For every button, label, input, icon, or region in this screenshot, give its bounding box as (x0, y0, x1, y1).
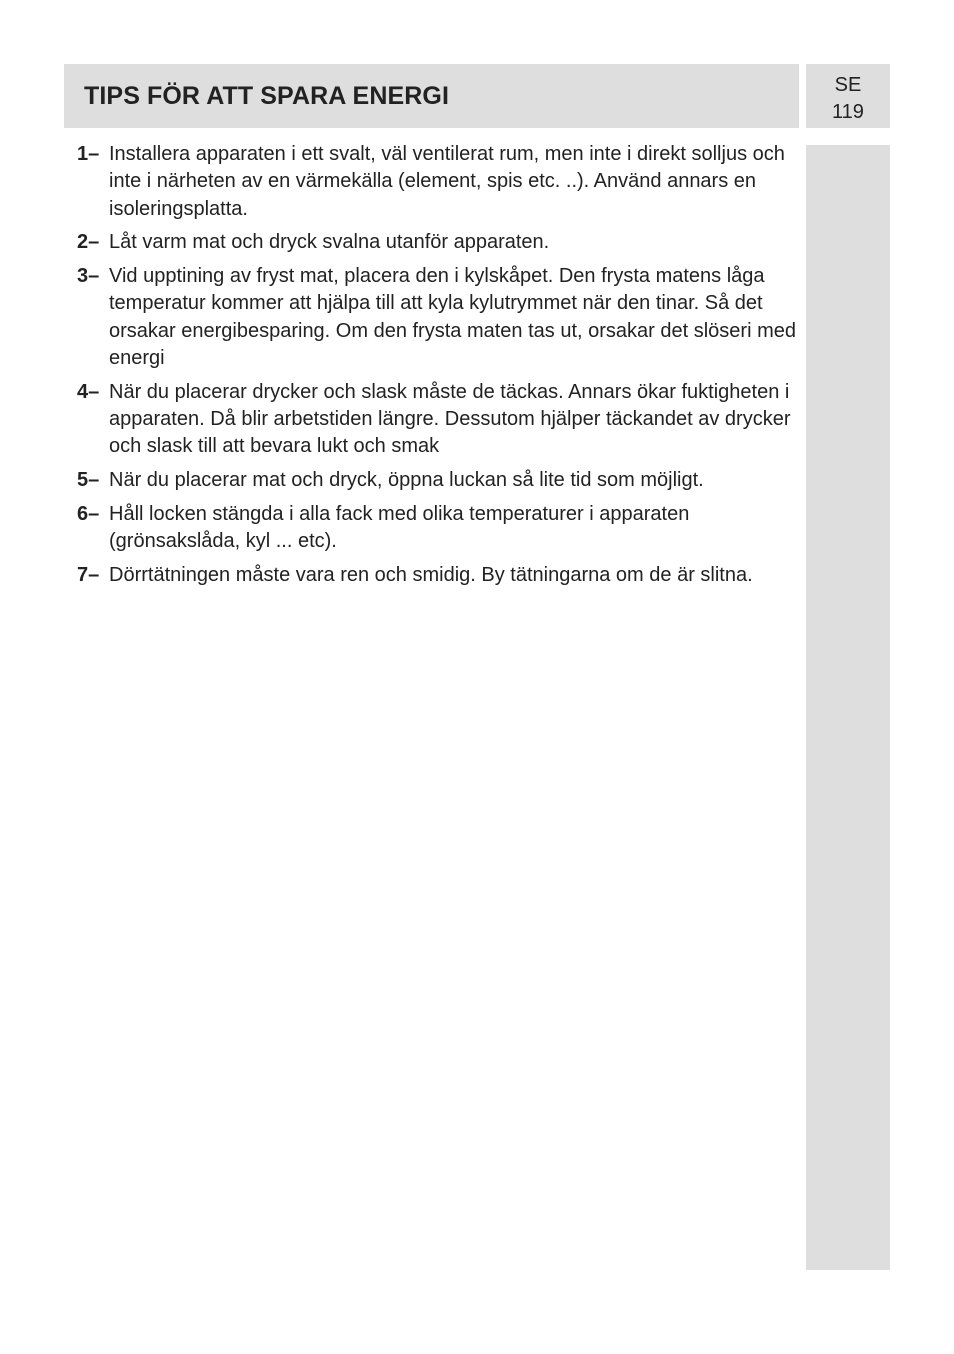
tip-number: 3– (77, 265, 100, 288)
tip-item-3 (77, 263, 797, 372)
language-code: SE (834, 74, 862, 96)
tip-text: Dörrtätningen måste vara ren och smidig. By tätningarna om de är slitna. (109, 564, 753, 587)
tip-text: Håll locken stängda i alla fack med olika temperaturer i apparaten (grönsakslåda, kyl ... etc). (109, 503, 690, 553)
page-number: 119 (832, 101, 864, 123)
tip-text: När du placerar mat och dryck, öppna luckan så lite tid som möjligt. (109, 469, 704, 492)
tip-number: 6– (77, 503, 100, 526)
tip-item-6 (77, 501, 797, 556)
tip-item-1 (77, 141, 797, 223)
tip-text: Vid upptining av fryst mat, placera den i kylskåpet. Den frysta matens låga temperatur kommer att hjälpa till att kyla kylutrymmet när den tinar. Så det orsakar energibesparing. Om den frysta maten tas ut, orsakar det slöseri med energi (109, 265, 796, 370)
tip-text: Installera apparaten i ett svalt, väl ventilerat rum, men inte i direkt solljus och inte i närheten av en värmekälla (element, spis etc. ..). Använd annars en isoleringsplatta. (109, 143, 785, 220)
tip-number: 5– (77, 469, 100, 492)
tips-list (77, 141, 797, 596)
tip-number: 4– (77, 380, 100, 403)
tip-number: 1– (77, 143, 100, 165)
side-strip (806, 145, 890, 1270)
tip-item-7 (77, 562, 797, 589)
tip-item-2 (77, 229, 797, 256)
tip-item-4 (77, 379, 797, 461)
tip-number: 7– (77, 564, 100, 587)
tip-text: När du placerar drycker och slask måste de täckas. Annars ökar fuktigheten i apparaten. Då blir arbetstiden längre. Dessutom hjälper täckandet av drycker och slask till att bevara lukt och smak (109, 380, 791, 458)
section-title: TIPS FÖR ATT SPARA ENERGI (84, 81, 450, 110)
section-title-bar (64, 64, 799, 128)
page-marker (806, 64, 890, 128)
tip-item-5 (77, 467, 797, 494)
tip-text: Låt varm mat och dryck svalna utanför apparaten. (109, 231, 550, 254)
tip-number: 2– (77, 231, 100, 254)
